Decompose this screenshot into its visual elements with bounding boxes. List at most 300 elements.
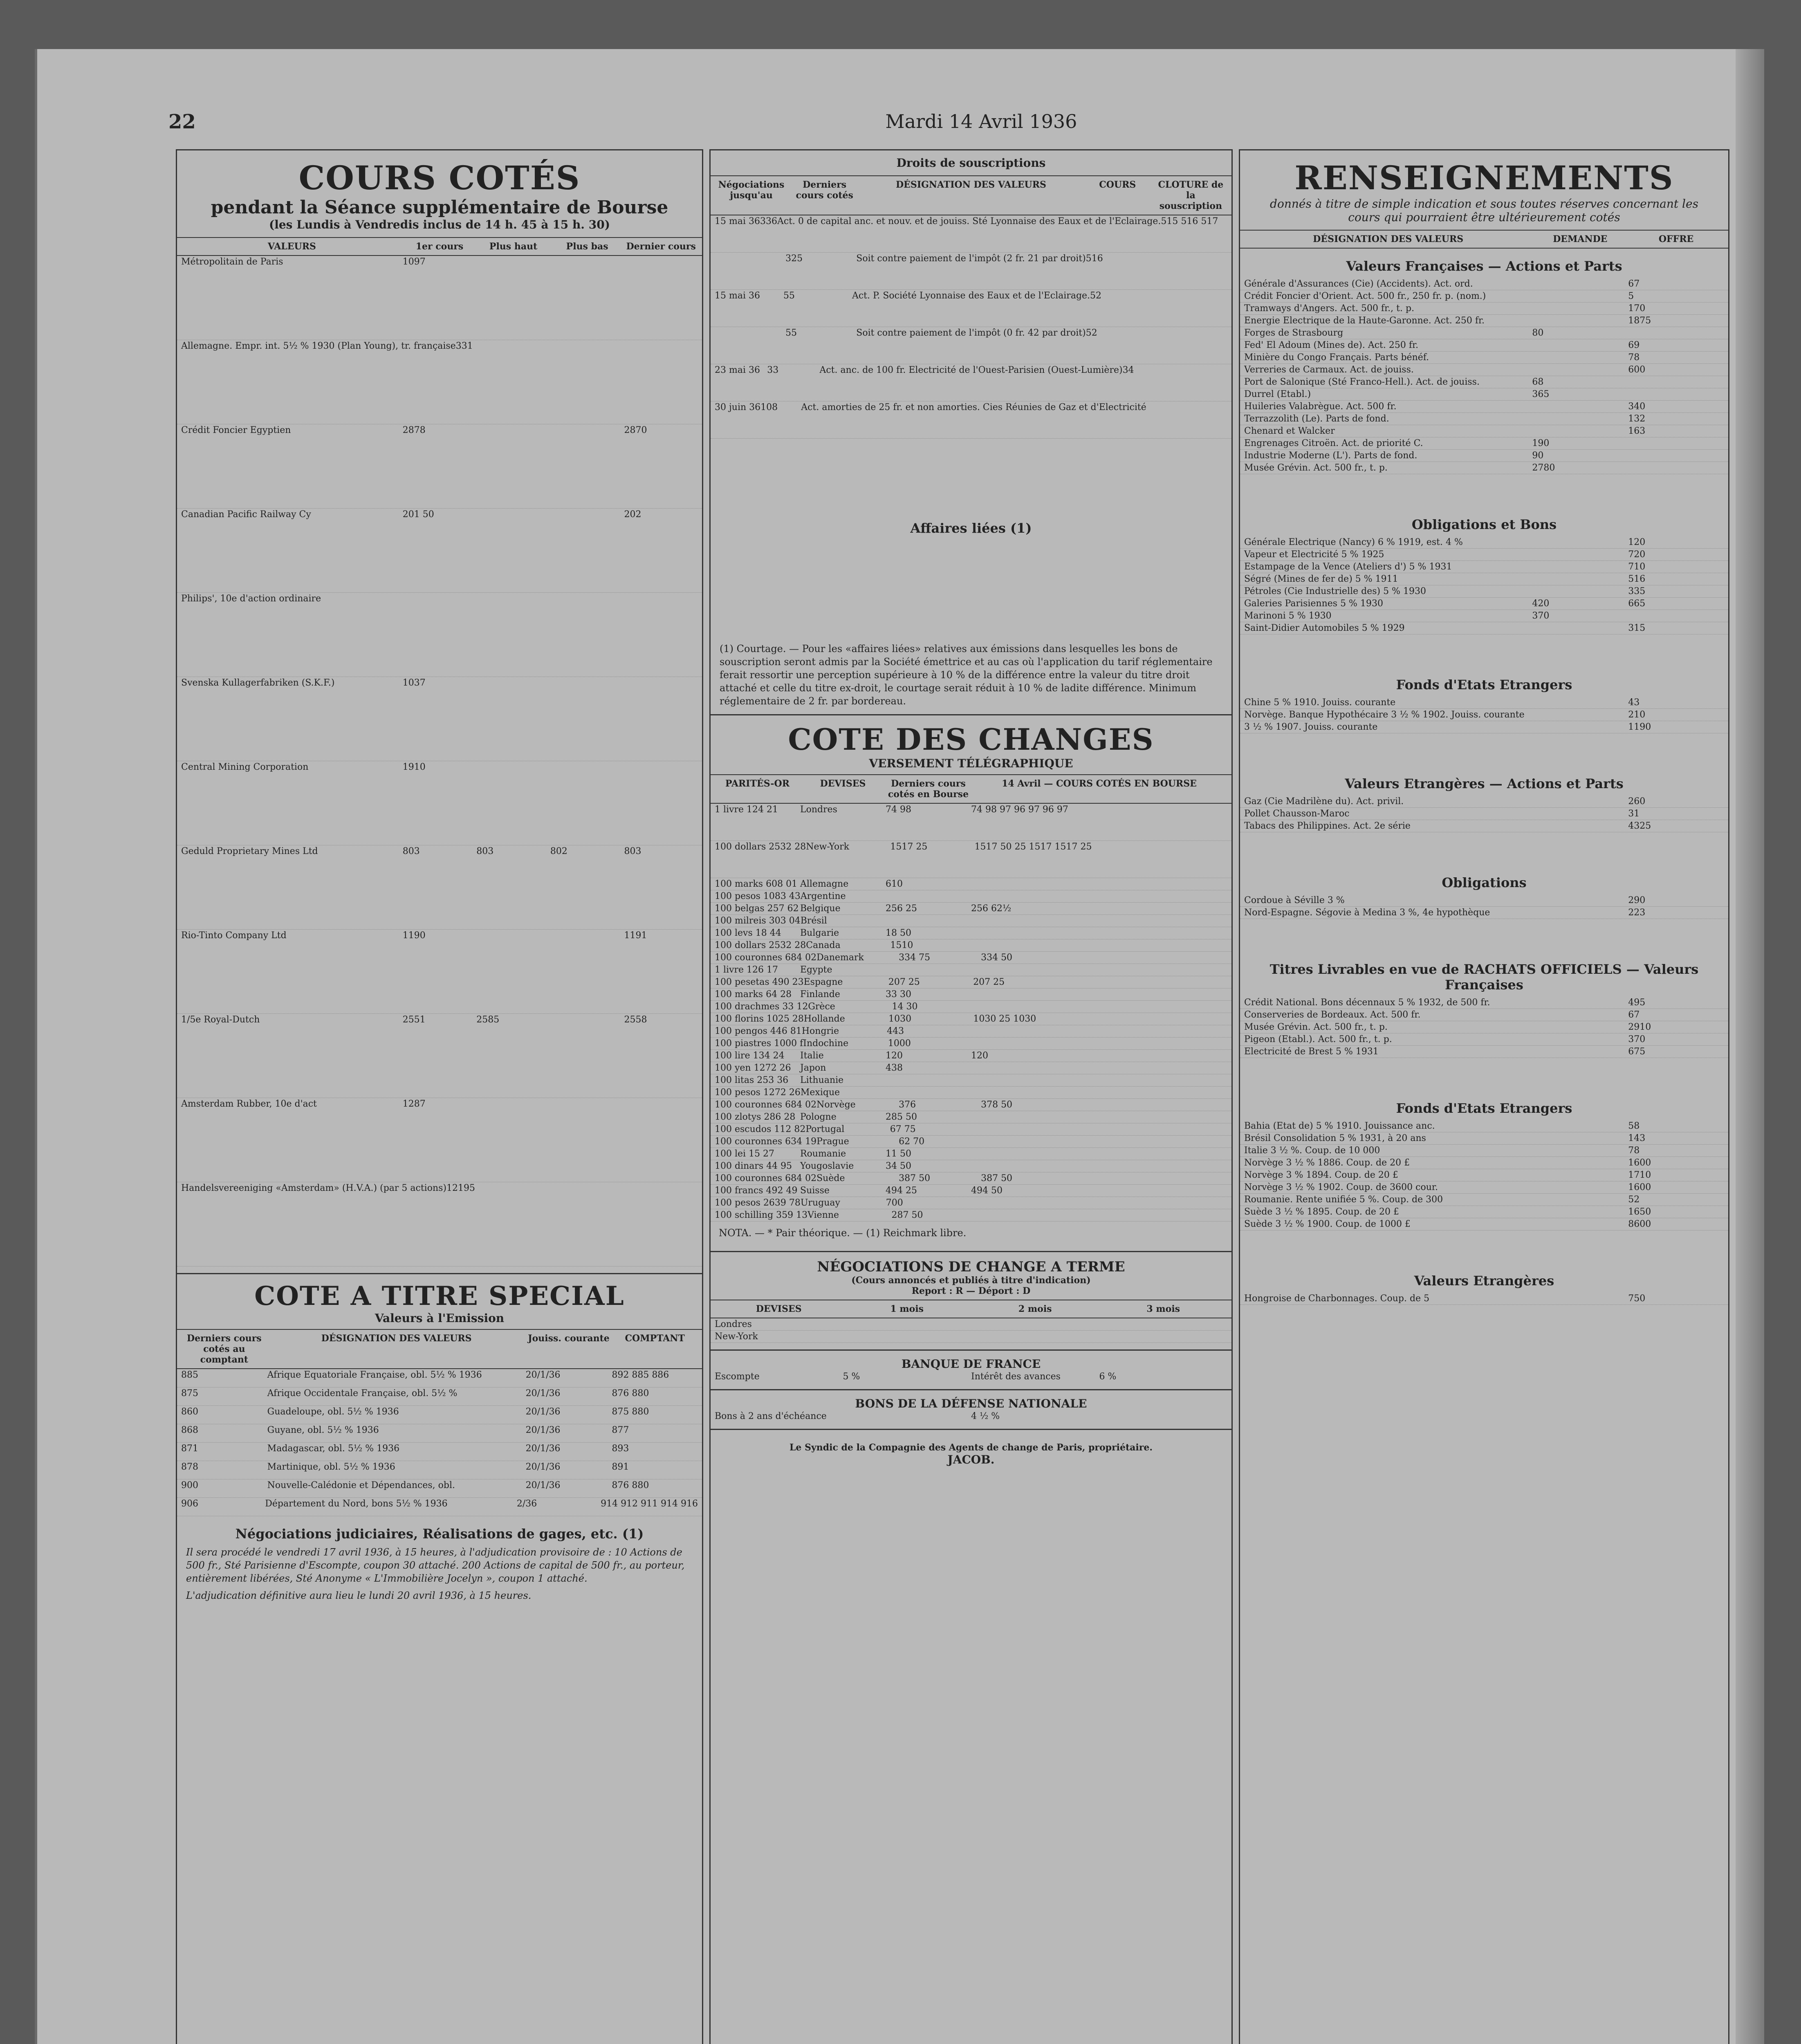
table-cell: 443 xyxy=(887,1026,904,1036)
table-cell: Nouvelle-Calédonie et Dépendances, obl. xyxy=(267,1480,455,1490)
table-row xyxy=(1240,796,1728,808)
souscriptions-title: Droits de souscriptions xyxy=(896,156,1046,170)
table-cell: 100 drachmes 33 12 xyxy=(715,1002,808,1012)
table-cell: 5 xyxy=(1628,291,1634,301)
table-cell xyxy=(1628,437,1724,449)
page-date: Mardi 14 Avril 1936 xyxy=(885,110,1077,132)
table-cell: Act. P. Société Lyonnaise des Eaux et de l'Eclairage. xyxy=(852,291,1090,301)
table-cell: 52 xyxy=(1086,328,1097,338)
table-row xyxy=(711,1209,1231,1221)
table-cell xyxy=(1628,376,1724,388)
table-cell: 74 98 97 96 97 96 97 xyxy=(971,805,1068,815)
table-cell: 885 xyxy=(181,1370,198,1380)
table-cell xyxy=(976,1001,1227,1013)
table-cell: 100 pengos 446 81 xyxy=(715,1026,802,1036)
table-cell: 207 25 xyxy=(888,977,920,987)
table-cell: 290 xyxy=(1628,895,1646,905)
col-cours-cotes: 14 Avril — COURS COTÉS EN BOURSE xyxy=(1002,778,1197,789)
table-row xyxy=(177,677,702,761)
table-row xyxy=(177,845,702,930)
table-cell: Nord-Espagne. Ségovie à Medina 3 %, 4e hypothèque xyxy=(1244,908,1490,918)
table-cell: 1097 xyxy=(402,257,426,267)
table-cell: 100 dinars 44 95 xyxy=(715,1161,792,1171)
table-cell: Canada xyxy=(806,940,841,950)
page-fold xyxy=(1736,49,1764,2044)
table-cell: 78 xyxy=(1628,1145,1640,1156)
table-row xyxy=(1240,290,1728,303)
table-row xyxy=(1240,997,1728,1009)
table-cell xyxy=(1532,352,1628,363)
col-plus-bas: Plus bas xyxy=(566,241,608,252)
table-cell: 52 xyxy=(1628,1195,1640,1205)
table-row xyxy=(711,952,1231,964)
courtage-note: (1) Courtage. — Pour les «affaires liées» relatives aux émissions dans lesquelles les bons de souscription seront admis par la Société émettrice et au cas où l'application du tarif réglementaire ferait ressortir une perception supérieure à 10 % de la différence entre la valeur du titre droit attaché et celle du titre ex-droit, le courtage serait réduit à 10 % de ladite différence. Minimum réglementaire de 2 fr. par bordereau. xyxy=(720,643,1213,707)
table-cell: 67 xyxy=(1628,1010,1640,1020)
table-row xyxy=(1240,549,1728,561)
table-row xyxy=(1240,598,1728,610)
table-cell: 20/1/36 xyxy=(525,1480,561,1490)
table-cell xyxy=(1532,425,1628,437)
table-row xyxy=(711,1074,1231,1087)
table-cell: 315 xyxy=(1628,623,1646,633)
table-row xyxy=(1240,327,1728,339)
col-premier-cours: 1er cours xyxy=(415,241,464,252)
table-cell: 52 xyxy=(1090,291,1102,301)
table-cell xyxy=(886,964,971,976)
banque-row: Escompte 5 % Intérêt des avances 6 % xyxy=(715,1372,1117,1382)
table-cell: 1510 xyxy=(890,940,913,950)
table-cell: Suède xyxy=(816,1173,845,1183)
table-row xyxy=(1240,352,1728,364)
table-cell: 100 schilling 359 13 xyxy=(715,1210,808,1220)
table-cell: 256 62½ xyxy=(971,903,1012,914)
table-cell: 100 belgas 257 62 xyxy=(715,903,799,914)
terme-row: Londres xyxy=(711,1318,1231,1331)
table-cell: 370 xyxy=(1532,611,1550,621)
table-cell: Pologne xyxy=(800,1112,837,1122)
table-cell: 1/5e Royal-Dutch xyxy=(181,1015,260,1025)
table-cell: Roumanie xyxy=(800,1149,846,1159)
table-cell: 8600 xyxy=(1628,1219,1651,1229)
table-cell: 335 xyxy=(1628,586,1646,596)
table-cell: 516 xyxy=(1086,253,1103,264)
table-row xyxy=(711,401,1231,439)
adjudication-text: L'adjudication définitive aura lieu le lundi 20 avril 1936, à 15 heures. xyxy=(186,1590,532,1601)
table-cell: 750 xyxy=(1628,1293,1646,1304)
table-cell xyxy=(1532,697,1628,708)
table-cell: Terrazzolith (Le). Parts de fond. xyxy=(1244,414,1389,424)
table-cell: Vienne xyxy=(807,1210,839,1220)
table-cell: 665 xyxy=(1628,598,1646,609)
table-cell: 20/1/36 xyxy=(525,1388,561,1399)
table-cell: Hongrie xyxy=(801,1026,839,1036)
col-parites: PARITÉS-OR xyxy=(725,778,789,789)
table-cell xyxy=(971,1160,1227,1172)
table-cell: 100 levs 18 44 xyxy=(715,928,781,938)
table-row xyxy=(1240,561,1728,573)
table-cell: Saint-Didier Automobiles 5 % 1929 xyxy=(1244,623,1405,633)
table-row xyxy=(1240,820,1728,832)
table-row xyxy=(711,976,1231,988)
table-row xyxy=(1240,1120,1728,1132)
table-row xyxy=(711,1172,1231,1185)
table-cell: 1037 xyxy=(402,678,426,688)
changes-note: NOTA. — * Pair théorique. — (1) Reichmark libre. xyxy=(719,1227,967,1239)
table-cell: Générale d'Assurances (Cie) (Accidents). Act. ord. xyxy=(1244,279,1473,289)
section-heading: Titres Livrables en vue de RACHATS OFFICIELS — Valeurs Françaises xyxy=(1269,961,1699,993)
table-row xyxy=(1240,894,1728,907)
table-cell: Générale Electrique (Nancy) 6 % 1919, est. 4 % xyxy=(1244,537,1463,547)
table-cell: 100 couronnes 634 19 xyxy=(715,1136,817,1147)
table-cell: 438 xyxy=(886,1063,903,1073)
table-cell: 914 912 911 914 916 xyxy=(601,1499,698,1509)
col-derniers-cours-changes: Derniers cours cotés en Bourse xyxy=(888,778,969,800)
table-row xyxy=(1240,376,1728,388)
page-number: 22 xyxy=(168,110,196,133)
table-row xyxy=(177,1387,702,1406)
table-cell: 33 xyxy=(767,365,779,375)
table-row xyxy=(177,424,702,509)
table-cell: Philips', 10e d'action ordinaire xyxy=(181,594,321,604)
table-cell: Norvège 3 ½ % 1886. Coup. de 20 £ xyxy=(1244,1158,1410,1168)
table-row xyxy=(1240,808,1728,820)
changes-header xyxy=(711,774,1231,804)
bons-row: Bons à 2 ans d'échéance 4 ½ % xyxy=(715,1411,1000,1421)
table-row xyxy=(1240,388,1728,401)
table-cell: 893 xyxy=(612,1443,629,1454)
table-row xyxy=(711,1197,1231,1209)
col-demande: DEMANDE xyxy=(1553,234,1608,244)
table-cell xyxy=(971,1087,1227,1098)
table-cell: Norvège. Banque Hypothécaire 3 ½ % 1902. Jouiss. courante xyxy=(1244,710,1525,720)
table-row xyxy=(177,1406,702,1424)
table-cell: 1600 xyxy=(1628,1182,1651,1192)
table-row xyxy=(711,327,1231,364)
table-cell: 100 pesos 1083 43 xyxy=(715,891,801,901)
table-cell: 120 xyxy=(886,1051,903,1061)
table-cell: 336 xyxy=(760,216,777,226)
table-cell: Amsterdam Rubber, 10e d'act xyxy=(181,1099,317,1109)
table-cell: Guyane, obl. 5½ % 1936 xyxy=(267,1425,379,1435)
table-row xyxy=(177,761,702,845)
table-cell: 143 xyxy=(1628,1133,1646,1143)
table-cell: 132 xyxy=(1628,414,1646,424)
table-row xyxy=(711,1087,1231,1099)
table-cell: 34 50 xyxy=(886,1161,911,1171)
table-cell: 223 xyxy=(1628,908,1646,918)
table-row xyxy=(711,1160,1231,1172)
table-cell xyxy=(1532,1181,1628,1193)
table-cell xyxy=(1532,315,1628,327)
col-2-mois: 2 mois xyxy=(1018,1304,1052,1314)
table-cell: 100 zlotys 286 28 xyxy=(715,1112,796,1122)
table-cell xyxy=(1532,1293,1628,1304)
table-row xyxy=(177,1443,702,1461)
section-heading: Fonds d'Etats Etrangers xyxy=(1396,1100,1572,1116)
renseignements-header xyxy=(1240,230,1728,249)
table-cell: 340 xyxy=(1628,401,1646,412)
table-row xyxy=(1240,536,1728,549)
table-cell: 1710 xyxy=(1628,1170,1651,1180)
table-cell: Galeries Parisiennes 5 % 1930 xyxy=(1244,598,1383,609)
table-cell: 495 xyxy=(1628,997,1646,1008)
table-row xyxy=(1240,1206,1728,1218)
table-row xyxy=(1240,1132,1728,1145)
table-row xyxy=(1240,1169,1728,1181)
terme-title: NÉGOCIATIONS DE CHANGE A TERME xyxy=(817,1259,1125,1275)
table-cell: Argentine xyxy=(800,891,846,901)
table-cell xyxy=(1532,290,1628,302)
table-row xyxy=(1240,401,1728,413)
table-row xyxy=(1240,622,1728,634)
table-cell xyxy=(1532,1206,1628,1218)
table-cell: 365 xyxy=(1532,389,1550,399)
table-cell: Port de Salonique (Sté Franco-Hell.). Act. de jouiss. xyxy=(1244,377,1480,387)
table-row xyxy=(177,340,702,424)
table-cell: 2870 xyxy=(624,425,647,435)
col-negociations: Négociations jusqu'au xyxy=(718,179,785,201)
table-cell: Finlande xyxy=(800,989,840,1000)
table-cell xyxy=(973,1038,1227,1049)
table-cell: 1650 xyxy=(1628,1207,1651,1217)
col-3-mois: 3 mois xyxy=(1146,1304,1180,1314)
table-cell: 210 xyxy=(1628,710,1646,720)
table-cell: Allemagne xyxy=(800,879,849,889)
cours-cotes-subtitle: pendant la Séance supplémentaire de Bourse xyxy=(211,197,668,218)
table-cell: 1910 xyxy=(402,762,426,772)
table-cell xyxy=(1532,808,1628,820)
table-cell: Département du Nord, bons 5½ % 1936 xyxy=(265,1499,448,1509)
table-cell: 3 ½ % 1907. Jouiss. courante xyxy=(1244,722,1378,732)
bons-title: BONS DE LA DÉFENSE NATIONALE xyxy=(855,1397,1087,1410)
table-cell: Danemark xyxy=(816,953,864,963)
table-cell xyxy=(971,878,1227,890)
table-row xyxy=(1240,462,1728,474)
table-cell: Minière du Congo Français. Parts bénéf. xyxy=(1244,352,1429,363)
table-cell: Pollet Chausson-Maroc xyxy=(1244,809,1350,819)
table-cell: Industrie Moderne (L'). Parts de fond. xyxy=(1244,450,1417,461)
section-gap xyxy=(1240,1058,1728,1091)
cours-cotes-column xyxy=(176,149,703,2044)
table-row xyxy=(1240,437,1728,450)
negociations-text: Il sera procédé le vendredi 17 avril 1936, à 15 heures, à l'adjudication provisoire de : 10 Actions de 500 fr., Sté Parisienne d'Escompte, coupon 30 attaché. 200 Actions de capital de 500 fr., au porteur, entièrement libérées, Sté Anonyme « L'Immobilière Jocelyn », coupon 1 attaché. xyxy=(186,1546,685,1584)
table-cell: Allemagne. Empr. int. 5½ % 1930 (Plan Young), tr. française xyxy=(181,341,456,351)
table-cell: Vapeur et Electricité 5 % 1925 xyxy=(1244,549,1384,560)
table-cell xyxy=(1532,1218,1628,1230)
table-cell: 334 50 xyxy=(981,953,1013,963)
table-cell: 285 50 xyxy=(886,1112,917,1122)
table-cell: 868 xyxy=(181,1425,198,1435)
table-cell: 12195 xyxy=(446,1183,475,1193)
section-gap xyxy=(1240,1305,1728,1338)
table-cell: 23 mai 36 xyxy=(715,365,760,375)
table-cell: 18 50 xyxy=(886,928,911,938)
table-cell: 190 xyxy=(1532,438,1550,448)
changes-subtitle: VERSEMENT TÉLÉGRAPHIQUE xyxy=(869,757,1073,770)
table-cell: 2551 xyxy=(402,1015,426,1025)
table-cell xyxy=(1532,820,1628,832)
table-cell: 100 litas 253 36 xyxy=(715,1075,789,1085)
table-cell: 877 xyxy=(612,1425,629,1435)
table-row xyxy=(1240,339,1728,352)
col-plus-haut: Plus haut xyxy=(489,241,538,252)
table-row xyxy=(711,1038,1231,1050)
table-row xyxy=(1240,697,1728,709)
table-cell: Chenard et Walcker xyxy=(1244,426,1335,436)
table-cell: 515 516 517 xyxy=(1161,216,1218,226)
table-cell: 325 xyxy=(785,253,803,264)
col-1-mois: 1 mois xyxy=(890,1304,924,1314)
table-cell: Londres xyxy=(800,805,837,815)
table-cell: Mexique xyxy=(800,1087,840,1098)
table-cell: Act. anc. de 100 fr. Electricité de l'Ouest-Parisien (Ouest-Lumière) xyxy=(819,365,1123,375)
table-cell xyxy=(1532,1132,1628,1144)
table-cell: 803 xyxy=(476,846,494,856)
table-cell: 20/1/36 xyxy=(525,1370,561,1380)
table-cell xyxy=(971,1111,1227,1123)
table-cell: Bahia (Etat de) 5 % 1910. Jouissance anc. xyxy=(1244,1121,1435,1131)
table-cell: Métropolitain de Paris xyxy=(181,257,283,267)
table-cell: 420 xyxy=(1532,598,1550,609)
renseignements-column xyxy=(1239,149,1729,2044)
table-cell: 11 50 xyxy=(886,1149,911,1159)
table-cell xyxy=(1532,1157,1628,1169)
table-cell: Handelsvereeniging «Amsterdam» (H.V.A.) (par 5 actions) xyxy=(181,1183,446,1193)
table-cell xyxy=(971,915,1227,927)
table-cell: 62 70 xyxy=(899,1136,925,1147)
table-cell: 100 couronnes 684 02 xyxy=(715,1100,817,1110)
table-cell: 875 xyxy=(181,1388,198,1399)
table-cell: 100 yen 1272 26 xyxy=(715,1063,791,1073)
table-row xyxy=(177,1014,702,1098)
table-cell xyxy=(1532,339,1628,351)
table-row xyxy=(711,890,1231,903)
table-cell: Madagascar, obl. 5½ % 1936 xyxy=(267,1443,400,1454)
table-row xyxy=(177,256,702,340)
table-cell: Portugal xyxy=(805,1124,845,1134)
table-row xyxy=(1240,610,1728,622)
table-cell: Soit contre paiement de l'impôt (0 fr. 42 par droit) xyxy=(856,328,1086,338)
table-cell: 892 885 886 xyxy=(612,1370,669,1380)
table-cell xyxy=(1532,1009,1628,1021)
table-cell: 1190 xyxy=(1628,722,1651,732)
table-cell: 891 xyxy=(612,1462,629,1472)
table-cell: Roumanie. Rente unifiée 5 %. Coup. de 300 xyxy=(1244,1195,1443,1205)
table-row xyxy=(1240,907,1728,919)
table-cell: Svenska Kullagerfabriken (S.K.F.) xyxy=(181,678,335,688)
table-cell: Electricité de Brest 5 % 1931 xyxy=(1244,1047,1379,1057)
section-heading: Valeurs Françaises — Actions et Parts xyxy=(1346,258,1622,274)
table-cell: 90 xyxy=(1532,450,1544,461)
table-cell: 802 xyxy=(550,846,567,856)
table-cell: 78 xyxy=(1628,352,1640,363)
souscriptions-header xyxy=(711,175,1231,215)
table-cell: 20/1/36 xyxy=(525,1425,561,1435)
table-cell: 100 pesetas 490 23 xyxy=(715,977,804,987)
table-cell: Marinoni 5 % 1930 xyxy=(1244,611,1332,621)
table-cell xyxy=(886,1074,971,1086)
table-cell: New-York xyxy=(806,842,850,852)
table-cell: Rio-Tinto Company Ltd xyxy=(181,930,287,941)
table-cell: Soit contre paiement de l'impôt (2 fr. 21 par droit) xyxy=(856,253,1086,264)
table-cell: 494 50 xyxy=(971,1186,1003,1196)
table-row xyxy=(1240,278,1728,290)
table-cell: 100 marks 608 01 xyxy=(715,879,798,889)
table-cell xyxy=(971,927,1227,939)
table-row xyxy=(711,1185,1231,1197)
table-cell: 100 lire 134 24 xyxy=(715,1051,785,1061)
col-derniers: Derniers cours cotés xyxy=(796,179,853,201)
table-row xyxy=(711,878,1231,890)
table-cell: 1030 xyxy=(888,1014,912,1024)
renseignements-sections xyxy=(1240,258,1728,1338)
table-row xyxy=(711,1148,1231,1160)
table-row xyxy=(1240,1218,1728,1230)
table-row xyxy=(177,1098,702,1182)
table-row xyxy=(711,804,1231,841)
table-cell: 15 mai 36 xyxy=(715,291,760,301)
table-cell xyxy=(1532,561,1628,573)
table-row xyxy=(711,215,1231,253)
table-cell: 67 75 xyxy=(890,1124,916,1134)
table-row xyxy=(711,290,1231,327)
table-row xyxy=(1240,1293,1728,1305)
table-cell: 100 piastres 1000 f xyxy=(715,1038,803,1049)
table-cell: Gaz (Cie Madrilène du). Act. privil. xyxy=(1244,796,1404,807)
table-cell: 875 880 xyxy=(612,1407,649,1417)
table-row xyxy=(711,1111,1231,1123)
table-cell: Cordoue à Séville 3 % xyxy=(1244,895,1345,905)
col-cours: COURS xyxy=(1099,179,1136,190)
table-cell xyxy=(981,1136,1227,1148)
table-cell: Crédit National. Bons décennaux 5 % 1932, de 500 fr. xyxy=(1244,997,1490,1008)
table-cell: Bulgarie xyxy=(800,928,839,938)
table-cell: 201 50 xyxy=(402,509,434,520)
titre-special-rows xyxy=(177,1369,702,1516)
terme-legend: Report : R — Déport : D xyxy=(911,1286,1031,1296)
table-row xyxy=(1240,1194,1728,1206)
table-cell: 67 xyxy=(1628,279,1640,289)
table-row xyxy=(711,1050,1231,1062)
table-cell: 256 25 xyxy=(886,903,917,914)
table-row xyxy=(177,930,702,1014)
table-cell xyxy=(1628,462,1724,474)
table-cell xyxy=(1532,536,1628,548)
section-heading: Obligations et Bons xyxy=(1411,517,1557,532)
table-cell xyxy=(1628,450,1724,462)
table-cell xyxy=(1532,278,1628,290)
table-row xyxy=(1240,1046,1728,1058)
table-cell: 120 xyxy=(971,1051,988,1061)
table-row xyxy=(177,593,702,677)
table-cell: 900 xyxy=(181,1480,198,1490)
table-cell xyxy=(1532,1046,1628,1058)
table-cell: Egypte xyxy=(800,965,832,975)
table-row xyxy=(711,1025,1231,1038)
table-row xyxy=(711,1013,1231,1025)
table-cell: 100 lei 15 27 xyxy=(715,1149,775,1159)
table-cell: 80 xyxy=(1532,328,1544,338)
souscriptions-rows xyxy=(711,215,1231,439)
table-cell: Pigeon (Etabl.). Act. 500 fr., t. p. xyxy=(1244,1034,1392,1044)
table-cell: 100 pesos 1272 26 xyxy=(715,1087,801,1098)
table-cell: 100 marks 64 28 xyxy=(715,989,792,1000)
section-heading: Obligations xyxy=(1442,875,1527,890)
terme-header xyxy=(711,1300,1231,1318)
table-cell: Prague xyxy=(816,1136,849,1147)
table-cell xyxy=(1532,1033,1628,1045)
table-cell: Crédit Foncier Egyptien xyxy=(181,425,291,435)
